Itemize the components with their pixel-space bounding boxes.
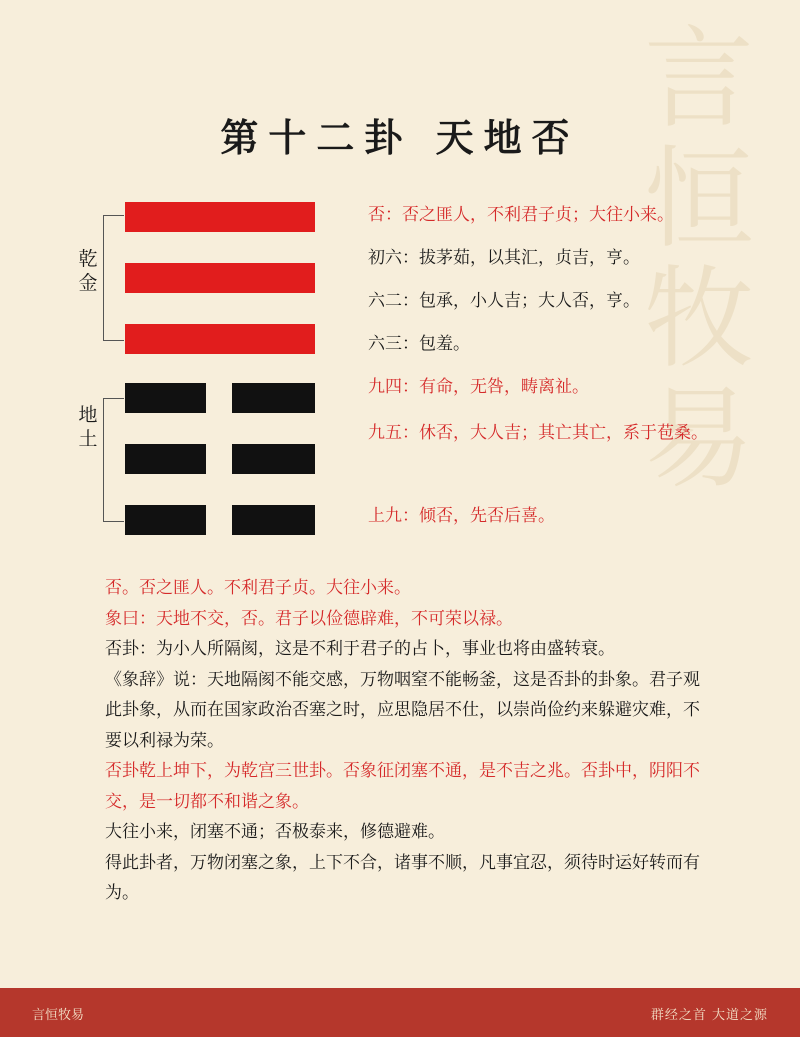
hexagram-line-2-left	[125, 444, 206, 474]
hexagram-line-5	[125, 263, 315, 293]
hexagram-line-4	[125, 324, 315, 354]
upper-trigram-label: 乾金	[78, 248, 98, 294]
lower-trigram-bracket	[103, 398, 124, 522]
watermark-text: 言恒牧易	[626, 20, 754, 500]
commentary-paragraph: 象曰：天地不交，否。君子以俭德辟难，不可荣以禄。	[105, 608, 513, 629]
commentary-paragraph: 得此卦者，万物闭塞之象，上下不合，诸事不顺，凡事宜忍，须待时运好转而有为。	[105, 852, 700, 903]
line-text-4: 九四：有命，无咎，畴离祉。	[368, 377, 589, 397]
commentary-paragraph: 否。否之匪人。不利君子贞。大往小来。	[105, 578, 411, 598]
line-texts	[368, 197, 708, 541]
line-text-judgment: 否：否之匪人，不利君子贞；大往小来。	[368, 205, 674, 225]
commentary-paragraph: 大往小来，闭塞不通；否极泰来，修德避难。	[105, 822, 445, 842]
commentary-paragraph: 否卦：为小人所隔阂，这是不利于君子的占卜，事业也将由盛转衰。	[105, 639, 615, 659]
hexagram-line-1-right	[232, 505, 315, 535]
line-text-3: 六三：包羞。	[368, 334, 470, 354]
hexagram-line-2-right	[232, 444, 315, 474]
hexagram-line-1-left	[125, 505, 206, 535]
hexagram-line-6	[125, 202, 315, 232]
upper-trigram-bracket	[103, 215, 124, 341]
commentary	[105, 573, 705, 909]
line-text-1: 初六：拔茅茹，以其汇，贞吉，亨。	[368, 248, 640, 268]
lower-trigram-label: 地土	[78, 404, 98, 450]
page-title: 第十二卦 天地否	[220, 115, 580, 160]
line-text-6: 上九：倾否，先否后喜。	[368, 506, 555, 526]
line-text-5: 九五：休否，大人吉；其亡其亡，系于苞桑。	[368, 423, 708, 443]
commentary-paragraph: 《象辞》说：天地隔阂不能交感，万物咽窒不能畅釜，这是否卦的卦象。君子观此卦象，从而在国家政治否塞之时，应思隐居不仕，以崇尚俭约来躲避灾难，不要以利禄为荣。	[105, 669, 700, 751]
hexagram-line-3-left	[125, 383, 206, 413]
line-text-2: 六二：包承，小人吉；大人否，亨。	[368, 291, 640, 311]
footer-brand: 言恒牧易	[32, 1008, 85, 1023]
hexagram-line-3-right	[232, 383, 315, 413]
footer-bar	[0, 988, 800, 1037]
footer-slogan: 群经之首 大道之源	[650, 1008, 768, 1023]
commentary-paragraph: 否卦乾上坤下，为乾宫三世卦。否象征闭塞不通，是不吉之兆。否卦中，阴阳不交，是一切都不和谐之象。	[105, 761, 700, 812]
